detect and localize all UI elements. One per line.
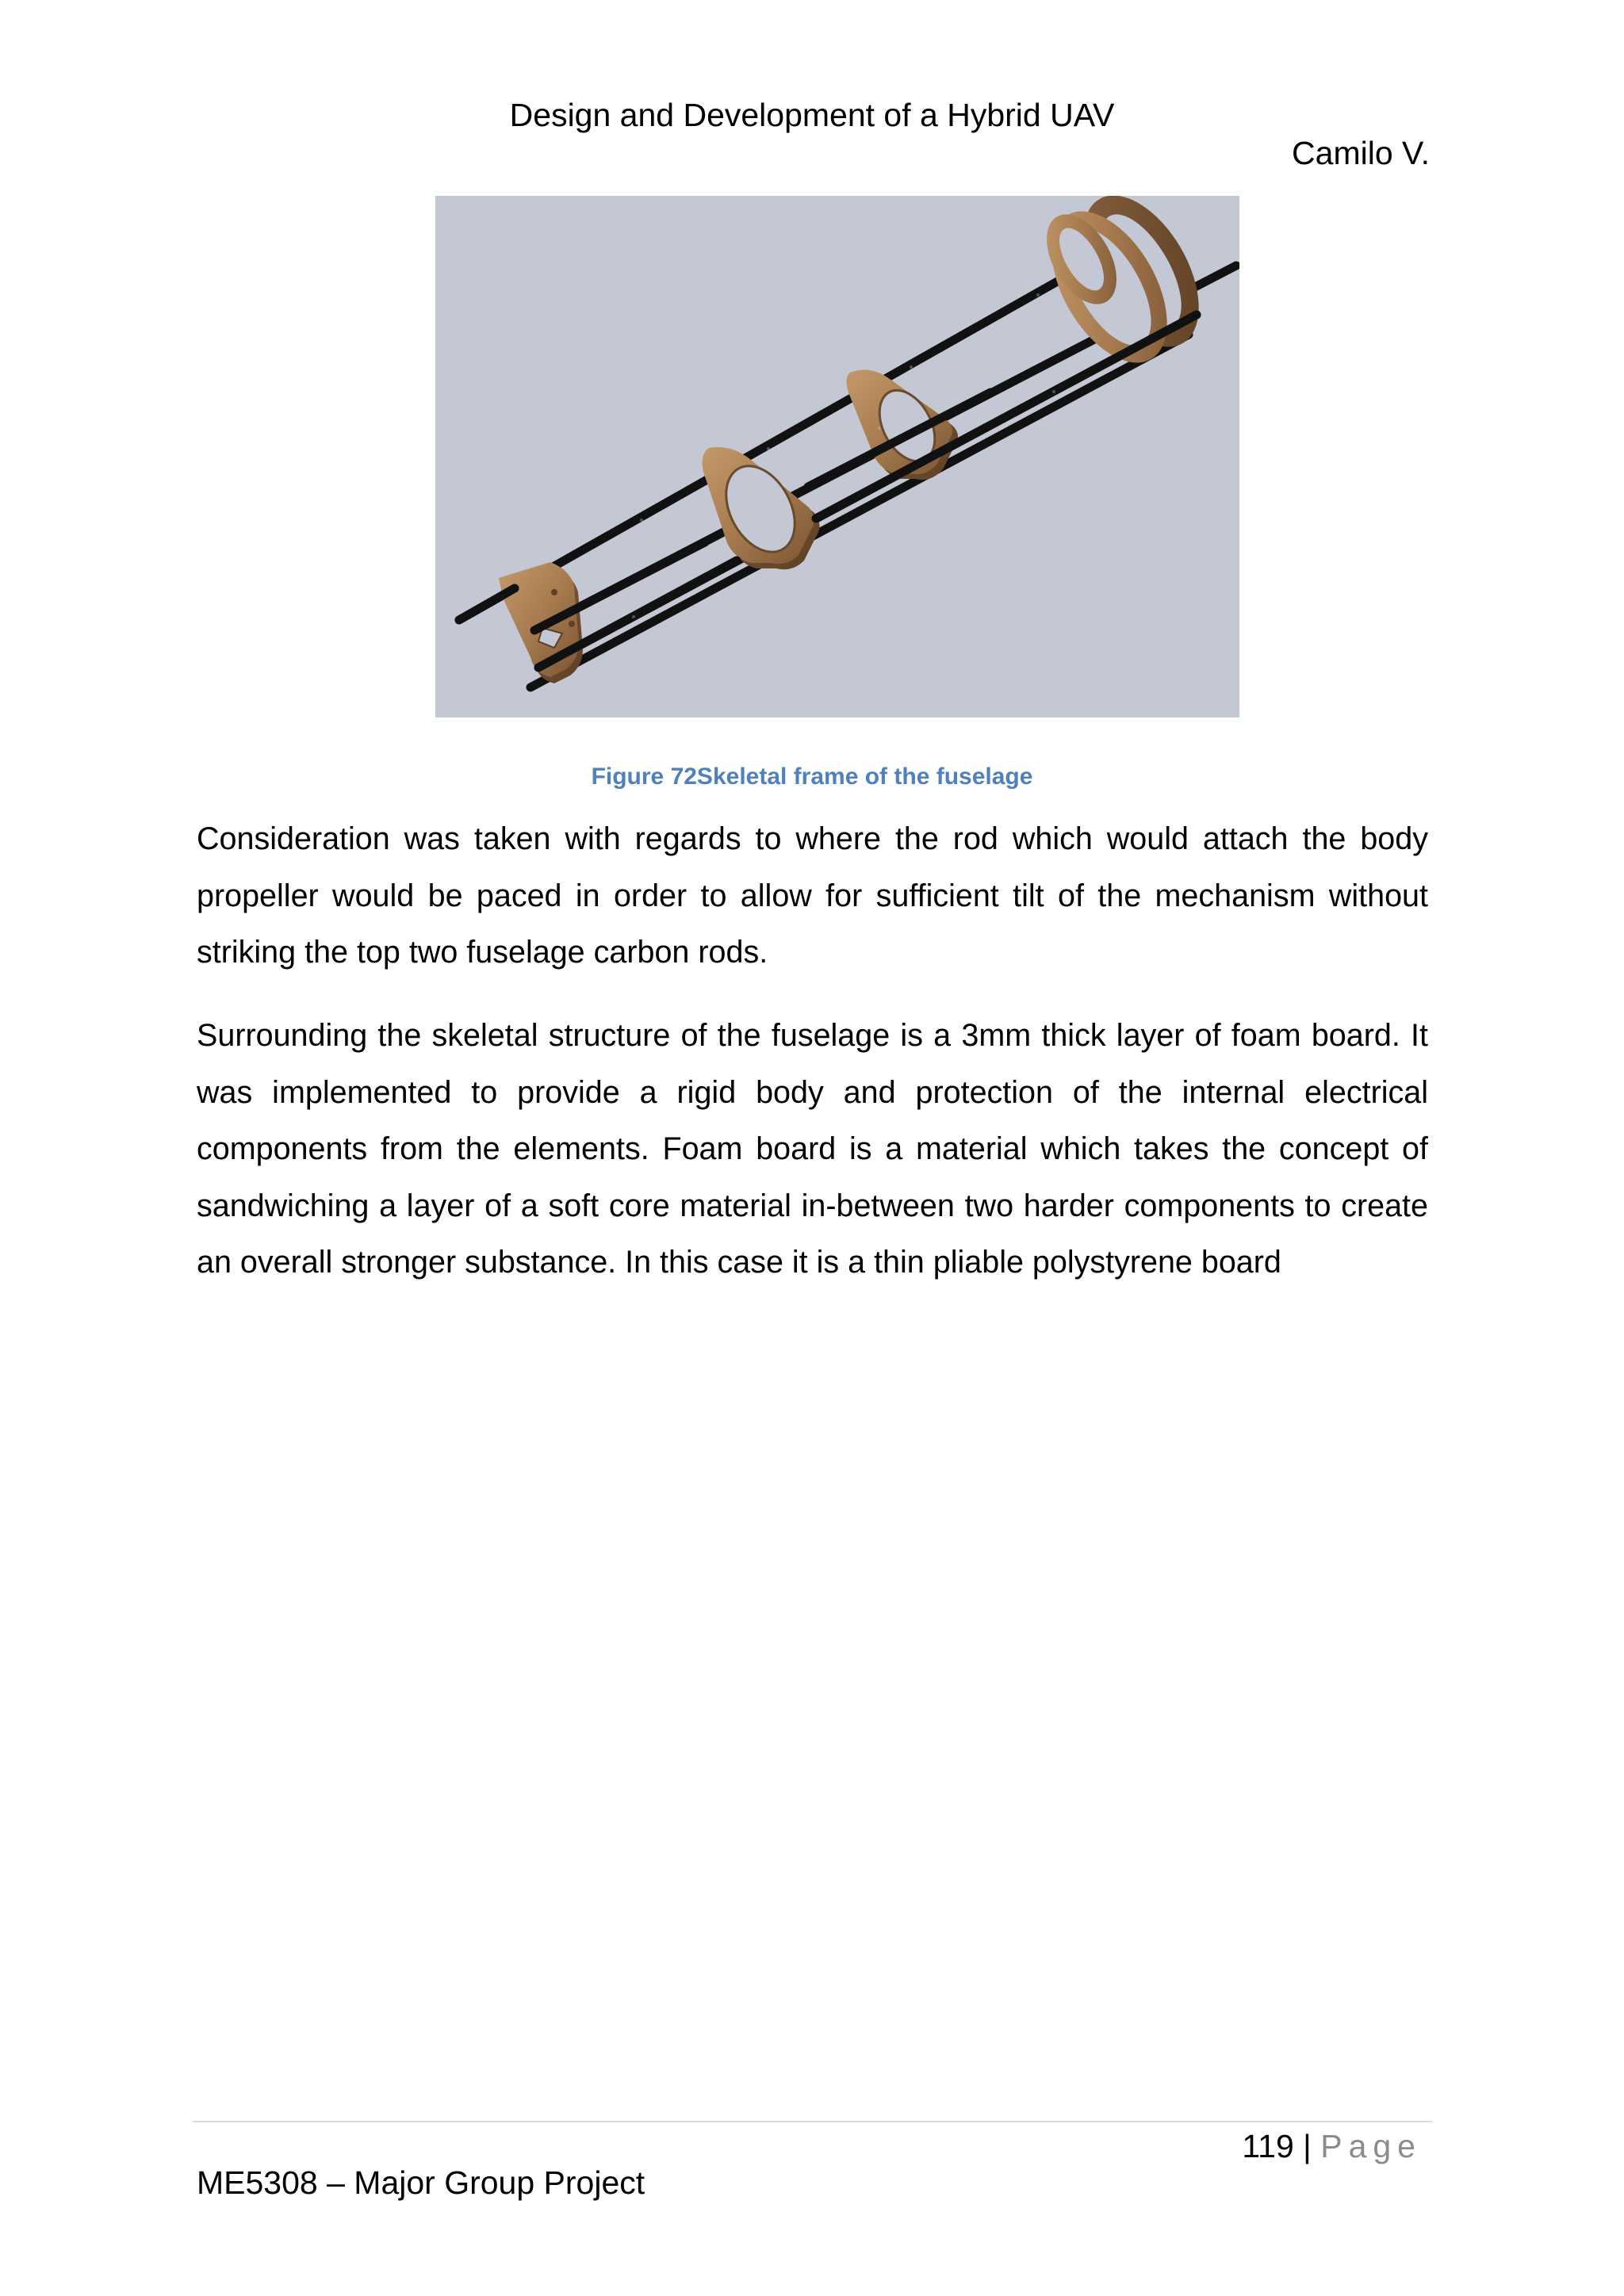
fuselage-frame-figure: [435, 196, 1239, 718]
bulkhead-middle-1: [703, 447, 820, 569]
carbon-rods-front: [459, 315, 1197, 668]
body-paragraph-1: Consideration was taken with regards to where the rod which would attach the body propeller would be paced in order to allow for sufficient tilt of the mechanism without striking the top two fuselage carbon rods.: [197, 821, 1428, 970]
fuselage-frame-illustration: [435, 196, 1239, 718]
body-paragraph-2: Surrounding the skeletal structure of the fuselage is a 3mm thick layer of foam board. It was implemented to provide a rigid body and protection of the internal electrical components from the elements. Foam board is a material which takes the concept of sandwiching a layer of a soft core material in-between two harder components to create an overall stronger substance. In this case it is a thin pliable polystyrene board: [197, 1018, 1428, 1280]
footer-course-title: ME5308 – Major Group Project: [197, 2164, 645, 2201]
header-title: Design and Development of a Hybrid UAV: [509, 97, 1115, 133]
header-author: Camilo V.: [1292, 135, 1430, 171]
rod-texture: [632, 293, 1055, 618]
page-word: Page: [1320, 2128, 1422, 2164]
page-number: [1242, 2125, 1422, 2168]
footer-divider: [193, 2121, 1432, 2122]
figure-caption: Figure 72Skeletal frame of the fuselage: [591, 763, 1033, 790]
page-number-separator: |: [1303, 2128, 1312, 2164]
page-number-value: 119: [1242, 2128, 1294, 2164]
